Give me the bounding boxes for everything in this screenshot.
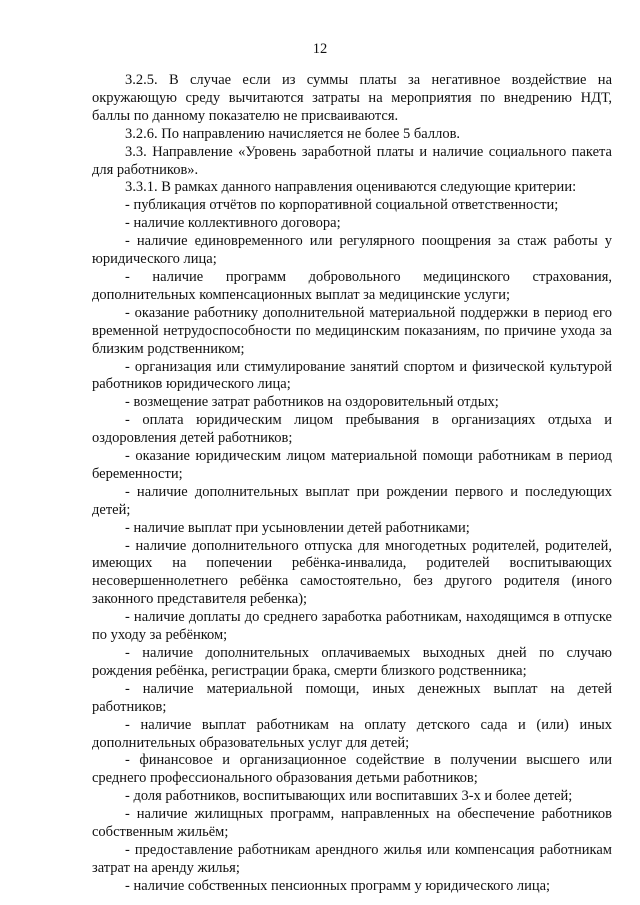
- criterion-list-item: - наличие выплат при усыновлении детей работниками;: [125, 519, 470, 536]
- criterion-list-item: - оплата юридическим лицом пребывания в организациях отдыха и оздоровления детей работников;: [92, 412, 612, 447]
- page-number: 12: [312, 41, 328, 57]
- criterion-list-item: - доля работников, воспитывающих или воспитавших 3-х и более детей;: [125, 788, 573, 805]
- document-body: [92, 72, 612, 896]
- criterion-list-item: - наличие дополнительных оплачиваемых выходных дней по случаю рождения ребёнка, регистрации брака, смерти близкого родственника;: [92, 645, 612, 679]
- criterion-list-item: - наличие доплаты до среднего заработка работникам, находящимся в отпуске по уходу за ребёнком;: [92, 609, 612, 644]
- criterion-list-item: - наличие собственных пенсионных программ у юридического лица;: [125, 877, 551, 894]
- criterion-list-item: - возмещение затрат работников на оздоровительный отдых;: [125, 394, 499, 411]
- criterion-list-item: - оказание работнику дополнительной материальной поддержки в период его временной нетрудоспособности по медицинским показаниям, по причине ухода за близким родственником;: [92, 304, 612, 357]
- criterion-list-item: - оказание юридическим лицом материальной помощи работникам в период беременности;: [92, 448, 612, 482]
- paragraph-3-2-5: 3.2.5. В случае если из суммы платы за негативное воздействие на окружающую среду вычитаются затраты на мероприятия по внедрению НДТ, баллы по данному показателю не присваиваются.: [92, 72, 612, 124]
- criterion-list-item: - наличие материальной помощи, иных денежных выплат на детей работников;: [92, 680, 612, 715]
- paragraph-3-3-1: 3.3.1. В рамках данного направления оцениваются следующие критерии:: [125, 179, 577, 196]
- criterion-list-item: - организация или стимулирование занятий спортом и физической культурой работников юридического лица;: [92, 358, 612, 393]
- criterion-list-item: - наличие коллективного договора;: [125, 215, 341, 232]
- criterion-list-item: - наличие выплат работникам на оплату детского сада и (или) иных дополнительных образовательных услуг для детей;: [92, 716, 612, 751]
- criterion-list-item: - наличие жилищных программ, направленных на обеспечение работников собственным жильём;: [92, 806, 612, 841]
- criterion-list-item: - наличие дополнительного отпуска для многодетных родителей, родителей, имеющих на попечении ребёнка-инвалида, родителей воспитывающих несовершеннолетнего ребёнка самостоятельно, без другого родителя (иного законного представителя ребенка);: [92, 537, 612, 608]
- criterion-list-item: - наличие единовременного или регулярного поощрения за стаж работы у юридического лица;: [92, 233, 612, 268]
- paragraph-3-3: 3.3. Направление «Уровень заработной платы и наличие социального пакета для работников».: [92, 143, 612, 178]
- criterion-list-item: - публикация отчётов по корпоративной социальной ответственности;: [125, 197, 559, 214]
- criterion-list-item: - наличие дополнительных выплат при рождении первого и последующих детей;: [92, 483, 612, 518]
- criterion-list-item: - финансовое и организационное содействие в получении высшего или среднего профессионального образования детьми работников;: [92, 752, 612, 787]
- paragraph-3-2-6: 3.2.6. По направлению начисляется не более 5 баллов.: [125, 125, 461, 142]
- criterion-list-item: - предоставление работникам арендного жилья или компенсация работникам затрат на аренду жилья;: [92, 841, 612, 876]
- criterion-list-item: - наличие программ добровольного медицинского страхования, дополнительных компенсационных выплат за медицинские услуги;: [92, 268, 612, 303]
